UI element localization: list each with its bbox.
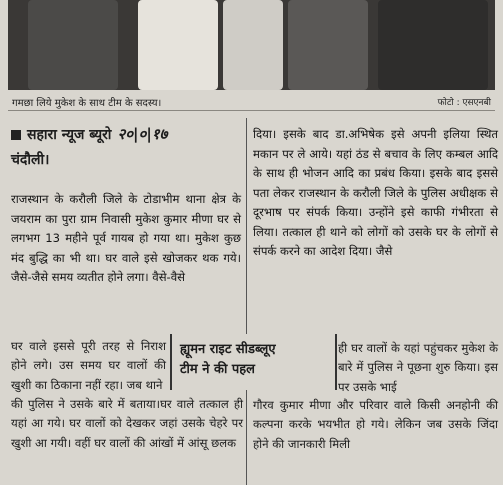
photo-person (28, 0, 118, 90)
paragraph: घर वाले इससे पूरी तरह से निराश होने लगे। उस समय घर वालों की खुशी का ठिकाना नहीं रहा। जब थाने (11, 338, 166, 392)
photo-person (378, 0, 488, 90)
photo-credit: फोटो : एसएनबी (437, 98, 491, 108)
paragraph: ही घर वालों के यहां पहुंचकर मुकेश के बारे में पुलिस ने पूछना शुरु किया। इस पर उसके भाई (338, 340, 498, 394)
handwritten-date: २०|०|१७ (117, 125, 168, 143)
photo-person (223, 0, 283, 90)
inset-headline (180, 340, 276, 380)
photo-person (288, 0, 368, 90)
paragraph: की पुलिस ने उसके बारे में बताया।घर वाले तत्काल ही यहां आ गये। घर वालों को देखकर जहां उसके चेहरे पर खुशी आ गयी। वहीं घर वालों की आंखों में आंसू छलक (11, 396, 243, 450)
inset-headline-line1: ह्यूमन राइट सीडब्लूए (180, 342, 276, 357)
news-photo (8, 0, 495, 90)
paragraph: गौरव कुमार मीणा और परिवार वाले किसी अनहोनी की कल्पना करके भयभीत हो गये। लेकिन जब उसके जिंदा होने की जानकारी मिली (253, 397, 498, 451)
dateline: चंदौली। (11, 152, 50, 168)
paragraph: दिया। इसके बाद डा.अभिषेक इसे अपनी इलिया स्थित मकान पर ले आये। यहां ठंड से बचाव के लिए कम्बल आदि के साथ ही भोजन आदि का प्रबंध किया। इसके बाद इससे पता लेकर राजस्थान के करौली जिले के पुलिस अधीक्षक से दूरभाष पर संपर्क किया। उन्होंने इसे काफी गंभीरता से लिया। तत्काल ही थाने को लोगों को उसके घर के लोगों से संपर्क करने का आदेश दिया। जैसे (253, 127, 498, 258)
inset-headline-box (170, 334, 337, 390)
right-column-top (253, 125, 498, 262)
photo-caption: गमछा लिये मुकेश के साथ टीम के सदस्य। (12, 98, 162, 109)
photo-person (138, 0, 218, 90)
left-column-top (11, 190, 241, 288)
bullet-square-icon (11, 130, 21, 140)
paragraph: राजस्थान के करौली जिले के टोडाभीम थाना क्षेत्र के जयराम का पुरा ग्राम निवासी मुकेश कुमार मीणा घर से लगभग 13 महीने पूर्व गायब हो गया था। मुकेश कुछ मंद बुद्धि का भी था। घर वाले इसे खोजकर थक गये। जैसे-जैसे समय व्यतीत होने लगा। वैसे-वैसे (11, 192, 241, 284)
right-column-bottom (253, 384, 498, 466)
left-column-bottom (11, 383, 243, 465)
byline (11, 124, 167, 144)
photo-caption-bar (8, 92, 495, 111)
column-divider (246, 118, 247, 485)
agency-name: सहारा न्यूज ब्यूरो (27, 127, 112, 143)
inset-headline-line2: टीम ने की पहल (180, 362, 255, 377)
